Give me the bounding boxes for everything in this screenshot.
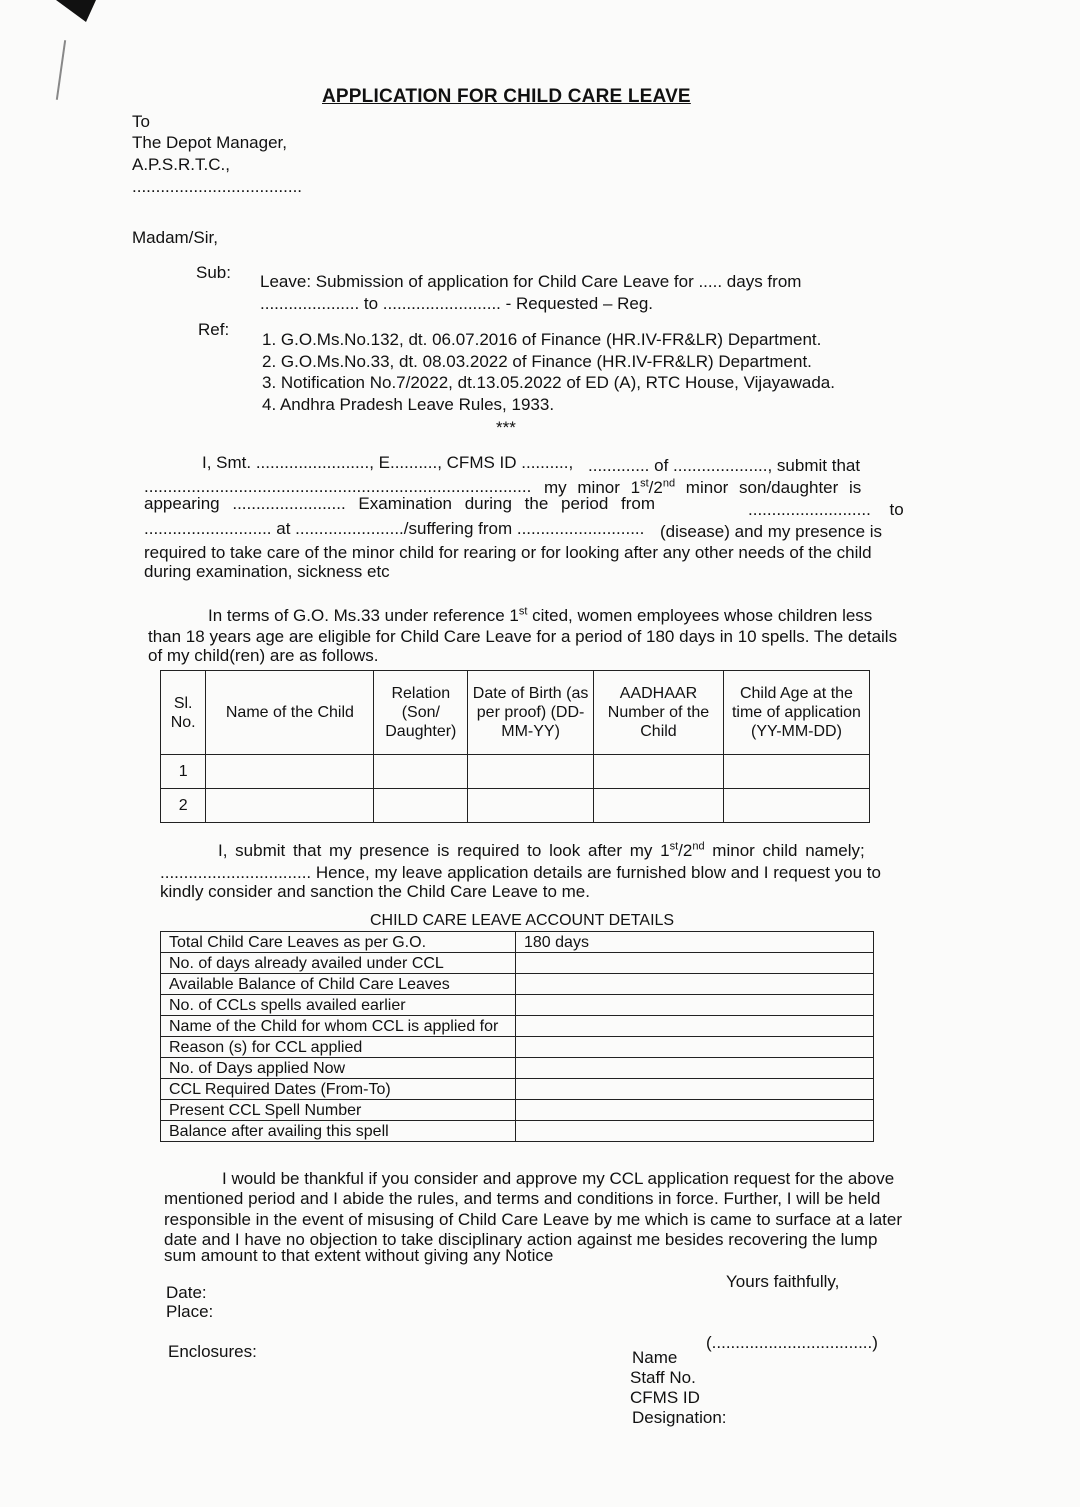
- account-row: [161, 953, 874, 974]
- account-row-label: CCL Required Dates (From-To): [161, 1079, 516, 1100]
- address-line-2: A.P.S.R.T.C.,: [132, 155, 230, 174]
- row1-age[interactable]: [723, 755, 869, 789]
- ref-item-4: 4. Andhra Pradesh Leave Rules, 1933.: [262, 395, 555, 414]
- ref-item-2: 2. G.O.Ms.No.33, dt. 08.03.2022 of Finance (HR.IV-FR&LR) Department.: [262, 352, 812, 371]
- para4-line2: mentioned period and I abide the rules, and terms and conditions in force. Further, I will be held: [164, 1189, 881, 1208]
- account-row: [161, 995, 874, 1016]
- page-title: APPLICATION FOR CHILD CARE LEAVE: [322, 86, 691, 107]
- para1-line2-a: ..................................................................................: [144, 477, 532, 496]
- para4-line5: sum amount to that extent without giving any Notice: [164, 1246, 554, 1265]
- para4-line1: I would be thankful if you consider and approve my CCL application request for the above: [222, 1169, 895, 1188]
- subject-line-1: Leave: Submission of application for Child Care Leave for ..... days from: [260, 272, 802, 291]
- para2-line1: In terms of G.O. Ms.33 under reference 1st cited, women employees whose children less: [208, 605, 873, 625]
- row1-relation[interactable]: [374, 755, 468, 789]
- row2-aadhaar[interactable]: [594, 789, 724, 823]
- para3-line1: I, submit that my presence is required to look after my 1st/2nd minor child namely;: [218, 840, 865, 860]
- para1-line3-a: appearing ........................ Examination during the period from: [144, 494, 656, 513]
- account-row-value[interactable]: [516, 974, 874, 995]
- para1-line3-b: .......................... to: [748, 500, 904, 519]
- designation-label: Designation:: [632, 1408, 727, 1427]
- para4-line3: responsible in the event of misusing of Child Care Leave by me which is came to surface at a later: [164, 1210, 902, 1229]
- account-row-label: No. of CCLs spells availed earlier: [161, 995, 516, 1016]
- col-header-relation: Relation (Son/ Daughter): [374, 671, 468, 755]
- account-row-label: Present CCL Spell Number: [161, 1100, 516, 1121]
- address-to: To: [132, 112, 150, 131]
- yours-faithfully: Yours faithfully,: [726, 1272, 840, 1291]
- account-row: [161, 974, 874, 995]
- account-row-label: No. of Days applied Now: [161, 1058, 516, 1079]
- para1-line5: required to take care of the minor child for rearing or for looking after any other needs of the child: [144, 543, 872, 562]
- ref-label: Ref:: [198, 320, 230, 339]
- row2-slno: 2: [161, 789, 206, 823]
- account-row: [161, 1100, 874, 1121]
- row2-relation[interactable]: [374, 789, 468, 823]
- ref-item-1: 1. G.O.Ms.No.132, dt. 06.07.2016 of Finance (HR.IV-FR&LR) Department.: [262, 330, 822, 349]
- para1-line6: during examination, sickness etc: [144, 562, 390, 581]
- para1-line1-a: I, Smt. ........................, E.........., CFMS ID ..........,: [202, 453, 574, 472]
- para1-line4-a: ........................... at ......................./suffering from ...........................: [144, 519, 645, 538]
- cfms-id-label: CFMS ID: [630, 1388, 700, 1407]
- para2-line3: of my child(ren) are as follows.: [148, 646, 379, 665]
- para4-line4: date and I have no objection to take disciplinary action against me besides recovering the lump: [164, 1230, 878, 1249]
- account-row-label: Available Balance of Child Care Leaves: [161, 974, 516, 995]
- account-row: [161, 932, 874, 953]
- para3-line2: ................................ Hence, my leave application details are furnished blow and I request you to: [160, 863, 881, 882]
- row2-name[interactable]: [206, 789, 374, 823]
- account-row-value[interactable]: 180 days: [516, 932, 874, 953]
- col-header-name: Name of the Child: [206, 671, 374, 755]
- account-row-label: Total Child Care Leaves as per G.O.: [161, 932, 516, 953]
- account-row-label: No. of days already availed under CCL: [161, 953, 516, 974]
- account-row-label: Reason (s) for CCL applied: [161, 1037, 516, 1058]
- col-header-slno: Sl. No.: [161, 671, 206, 755]
- staff-no-label: Staff No.: [630, 1368, 696, 1387]
- col-header-aadhaar: AADHAAR Number of the Child: [594, 671, 724, 755]
- subject-line-2: ..................... to ......................... - Requested – Reg.: [260, 294, 654, 313]
- row2-dob[interactable]: [468, 789, 594, 823]
- account-row-value[interactable]: [516, 1058, 874, 1079]
- row1-name[interactable]: [206, 755, 374, 789]
- account-row: [161, 1037, 874, 1058]
- signature-line: (..................................): [706, 1333, 878, 1352]
- para1-line4-b: (disease) and my presence is: [660, 522, 883, 541]
- account-row-label: Name of the Child for whom CCL is applied for: [161, 1016, 516, 1037]
- col-header-dob: Date of Birth (as per proof) (DD-MM-YY): [468, 671, 594, 755]
- account-row-value[interactable]: [516, 1016, 874, 1037]
- row1-slno: 1: [161, 755, 206, 789]
- account-row-value[interactable]: [516, 995, 874, 1016]
- para2-line2: than 18 years age are eligible for Child Care Leave for a period of 180 days in 10 spells. The details: [148, 627, 898, 646]
- col-header-age: Child Age at the time of application (YY-MM-DD): [723, 671, 869, 755]
- table-row: [161, 789, 870, 823]
- account-row-value[interactable]: [516, 953, 874, 974]
- place-label: Place:: [166, 1302, 214, 1321]
- account-row-value[interactable]: [516, 1121, 874, 1142]
- date-label: Date:: [166, 1283, 207, 1302]
- ref-item-3: 3. Notification No.7/2022, dt.13.05.2022 of ED (A), RTC House, Vijayawada.: [262, 373, 835, 392]
- table-row: [161, 755, 870, 789]
- account-row: [161, 1121, 874, 1142]
- para1-line1-b: ............. of ...................., submit that: [588, 456, 861, 475]
- row2-age[interactable]: [723, 789, 869, 823]
- account-row: [161, 1079, 874, 1100]
- account-row-value[interactable]: [516, 1079, 874, 1100]
- para3-line3: kindly consider and sanction the Child Care Leave to me.: [160, 882, 590, 901]
- account-details-table: [160, 931, 874, 1142]
- para1-line2-b: my minor 1st/2nd minor son/daughter is: [544, 477, 862, 497]
- account-row: [161, 1058, 874, 1079]
- ref-separator: ***: [496, 418, 516, 437]
- account-row: [161, 1016, 874, 1037]
- child-details-table: [160, 670, 870, 823]
- salutation: Madam/Sir,: [132, 228, 218, 247]
- address-line-1: The Depot Manager,: [132, 133, 287, 152]
- enclosures-label: Enclosures:: [168, 1342, 257, 1361]
- scan-corner-mark: [56, 0, 96, 22]
- account-row-value[interactable]: [516, 1100, 874, 1121]
- account-title: CHILD CARE LEAVE ACCOUNT DETAILS: [370, 912, 675, 929]
- name-label: Name: [632, 1348, 678, 1367]
- subject-label: Sub:: [196, 263, 231, 282]
- scan-edge-mark: [56, 40, 66, 100]
- row1-dob[interactable]: [468, 755, 594, 789]
- account-row-label: Balance after availing this spell: [161, 1121, 516, 1142]
- address-line-3: ....................................: [132, 177, 303, 196]
- row1-aadhaar[interactable]: [594, 755, 724, 789]
- account-row-value[interactable]: [516, 1037, 874, 1058]
